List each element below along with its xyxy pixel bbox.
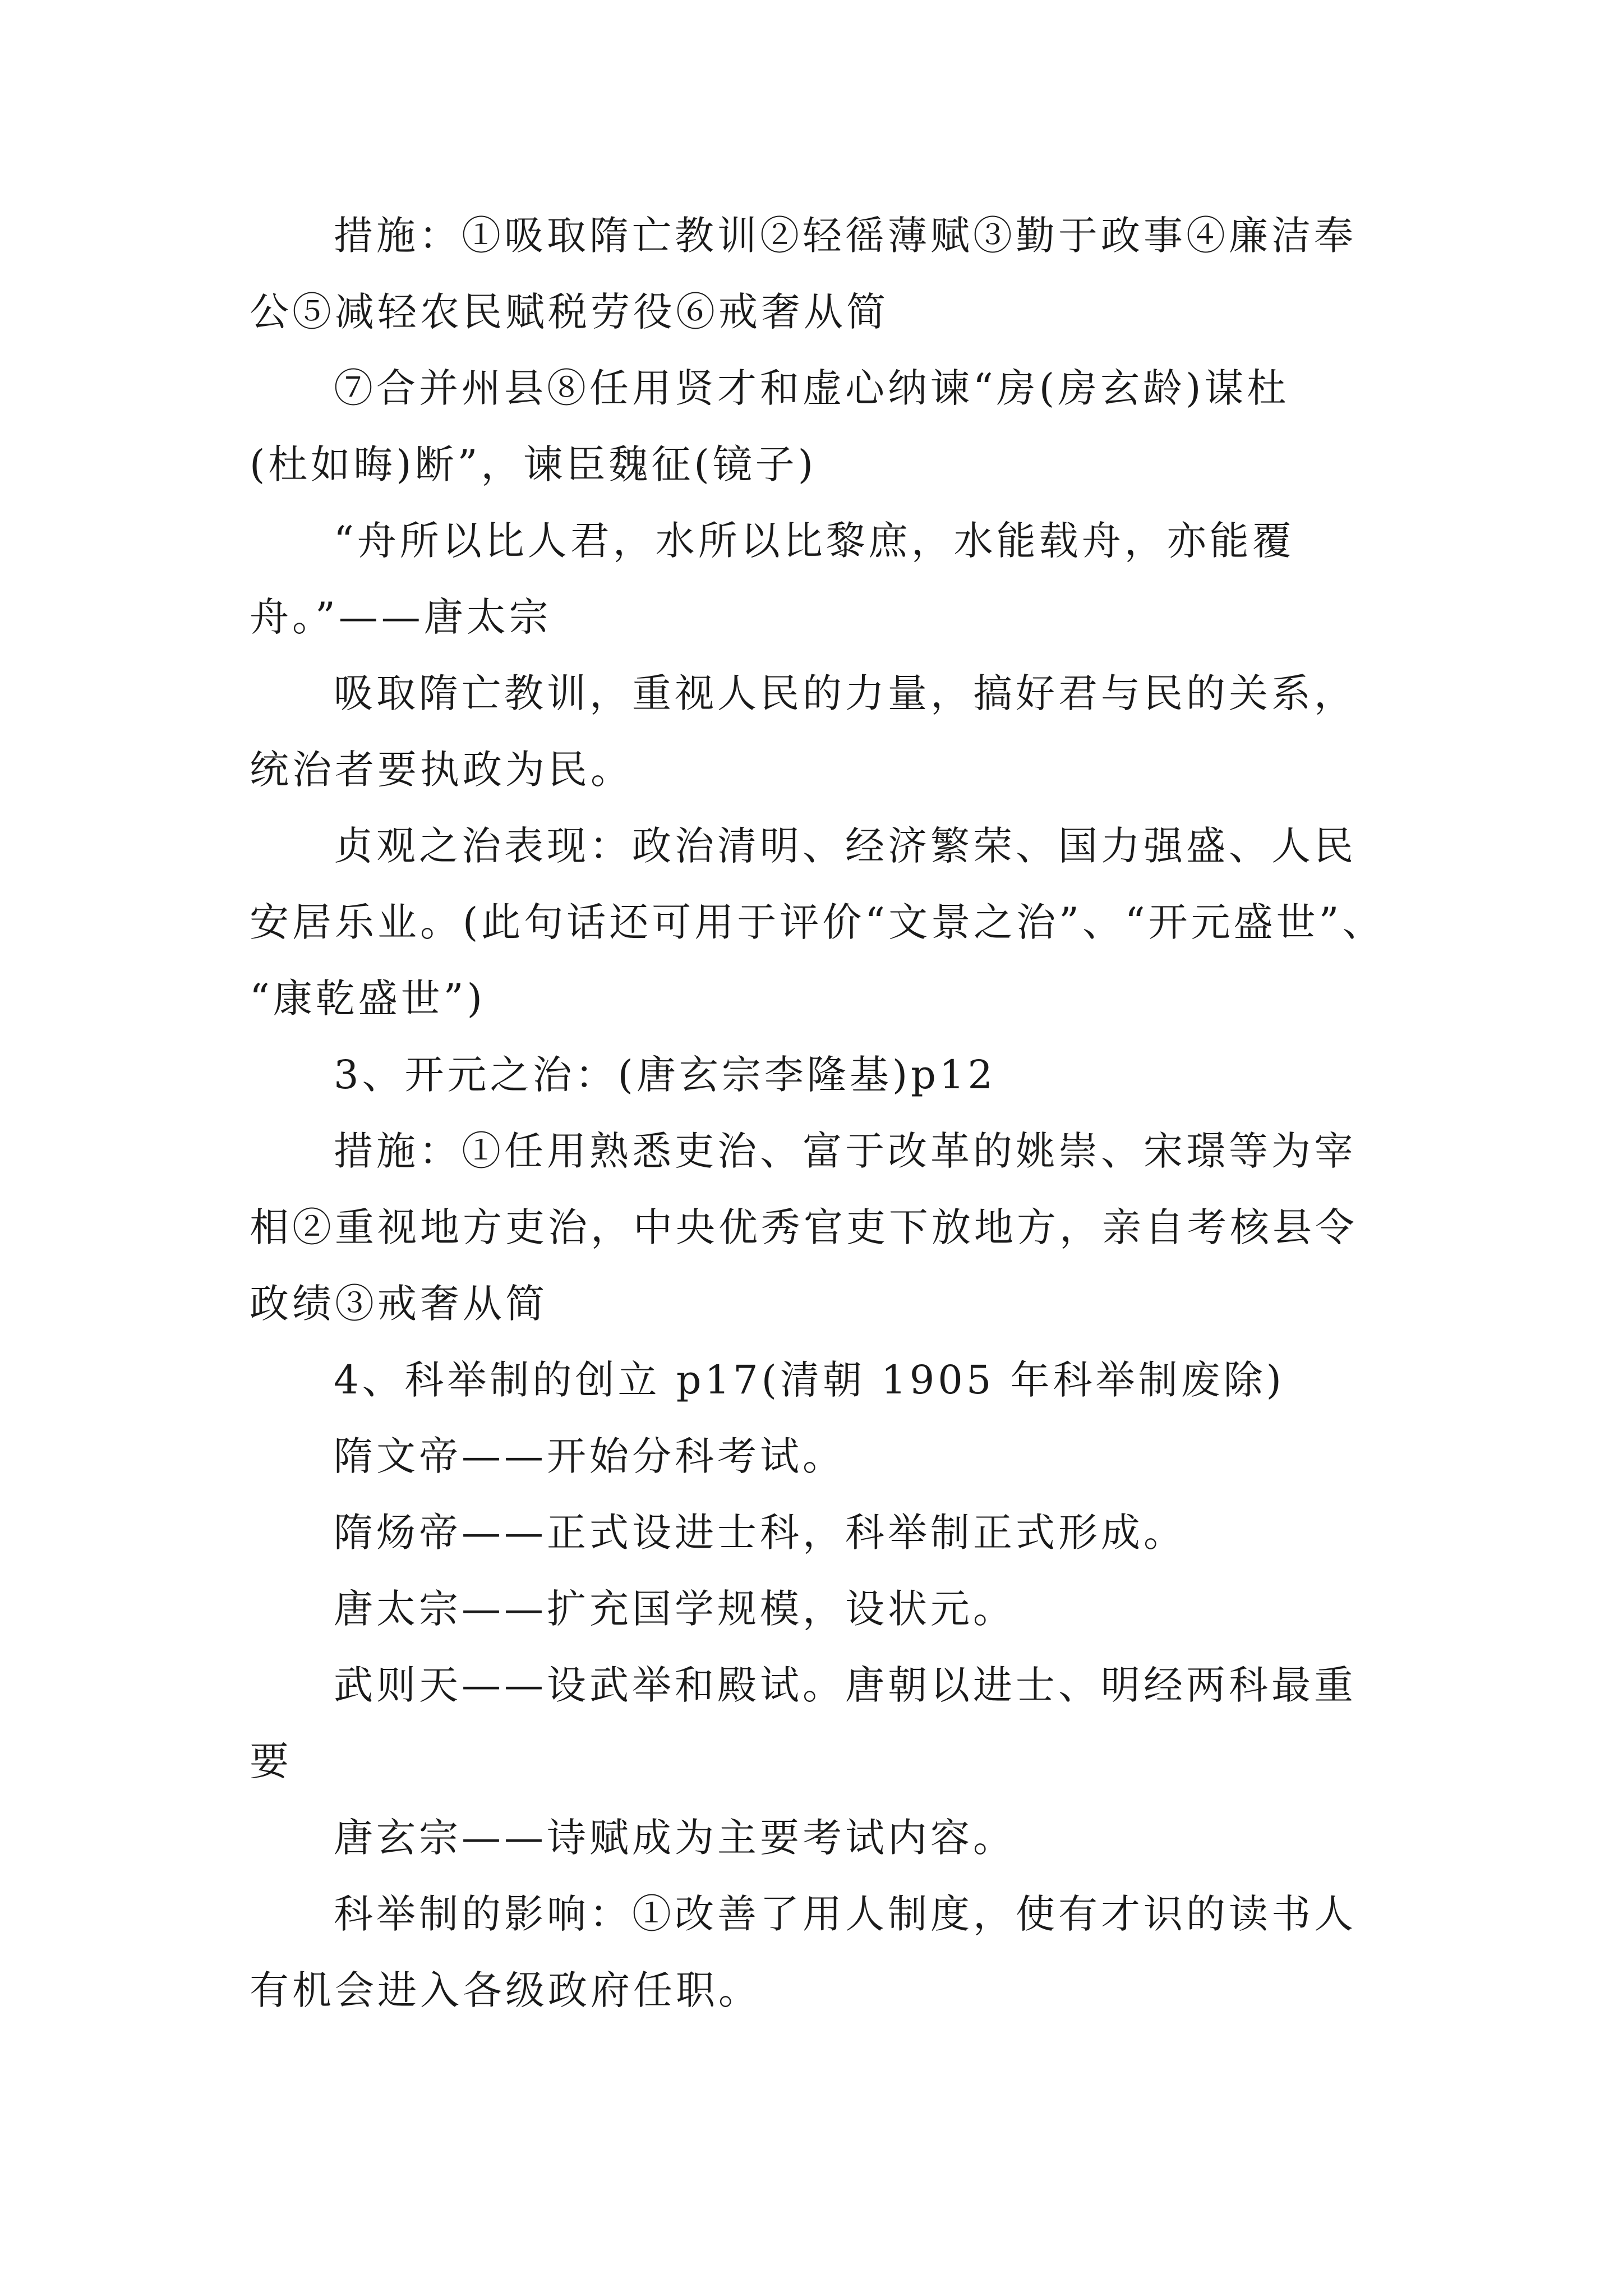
- text-line: 贞观之治表现：政治清明、经济繁荣、国力强盛、人民: [334, 823, 1357, 869]
- text-line: 唐太宗——扩充国学规模，设状元。: [334, 1586, 1016, 1632]
- text-line: 3、开元之治：(唐玄宗李隆基)p12: [334, 1052, 997, 1098]
- paragraph: [250, 1647, 1394, 1800]
- text-line: 相②重视地方吏治，中央优秀官吏下放地方，亲自考核县令: [250, 1204, 1358, 1250]
- paragraph: [250, 197, 1394, 350]
- paragraph: [250, 1342, 1394, 1418]
- text-line: 唐玄宗——诗赋成为主要考试内容。: [334, 1815, 1016, 1861]
- paragraph: [250, 1800, 1394, 1876]
- paragraph: [250, 1494, 1394, 1571]
- text-line: 舟。”——唐太宗: [250, 594, 552, 640]
- text-line: 隋炀帝——正式设进士科，科举制正式形成。: [334, 1510, 1186, 1556]
- text-line: 措施：①任用熟悉吏治、富于改革的姚崇、宋璟等为宰: [334, 1128, 1357, 1174]
- text-line: 有机会进入各级政府任职。: [250, 1967, 761, 2013]
- paragraph: [250, 1571, 1394, 1647]
- document-body: [250, 197, 1394, 2028]
- text-line: (杜如晦)断”，谏臣魏征(镜子): [250, 441, 817, 487]
- paragraph: [250, 503, 1394, 655]
- paragraph: [250, 1113, 1394, 1342]
- text-line: 统治者要执政为民。: [250, 747, 633, 793]
- paragraph: [250, 1876, 1394, 2028]
- paragraph: [250, 1418, 1394, 1494]
- text-line: 措施：①吸取隋亡教训②轻徭薄赋③勤于政事④廉洁奉: [334, 213, 1357, 259]
- text-line: “康乾盛世”): [250, 976, 486, 1022]
- text-line: ⑦合并州县⑧任用贤才和虚心纳谏“房(房玄龄)谋杜: [334, 365, 1290, 411]
- paragraph: [250, 808, 1394, 1037]
- text-line: 4、科举制的创立 p17(清朝 1905 年科举制废除): [334, 1357, 1285, 1403]
- text-line: 科举制的影响：①改善了用人制度，使有才识的读书人: [334, 1891, 1357, 1937]
- text-line: 武则天——设武举和殿试。唐朝以进士、明经两科最重: [334, 1662, 1357, 1708]
- paragraph: [250, 350, 1394, 503]
- text-line: 安居乐业。(此句话还可用于评价“文景之治”、“开元盛世”、: [250, 899, 1385, 945]
- text-line: 政绩③戒奢从简: [250, 1281, 548, 1327]
- paragraph: [250, 1037, 1394, 1113]
- paragraph: [250, 655, 1394, 808]
- text-line: 隋文帝——开始分科考试。: [334, 1433, 845, 1479]
- text-line: 要: [250, 1738, 292, 1784]
- text-line: 公⑤减轻农民赋税劳役⑥戒奢从简: [250, 289, 889, 335]
- text-line: “舟所以比人君，水所以比黎庶，水能载舟，亦能覆: [334, 518, 1295, 564]
- text-line: 吸取隋亡教训，重视人民的力量，搞好君与民的关系，: [334, 670, 1357, 716]
